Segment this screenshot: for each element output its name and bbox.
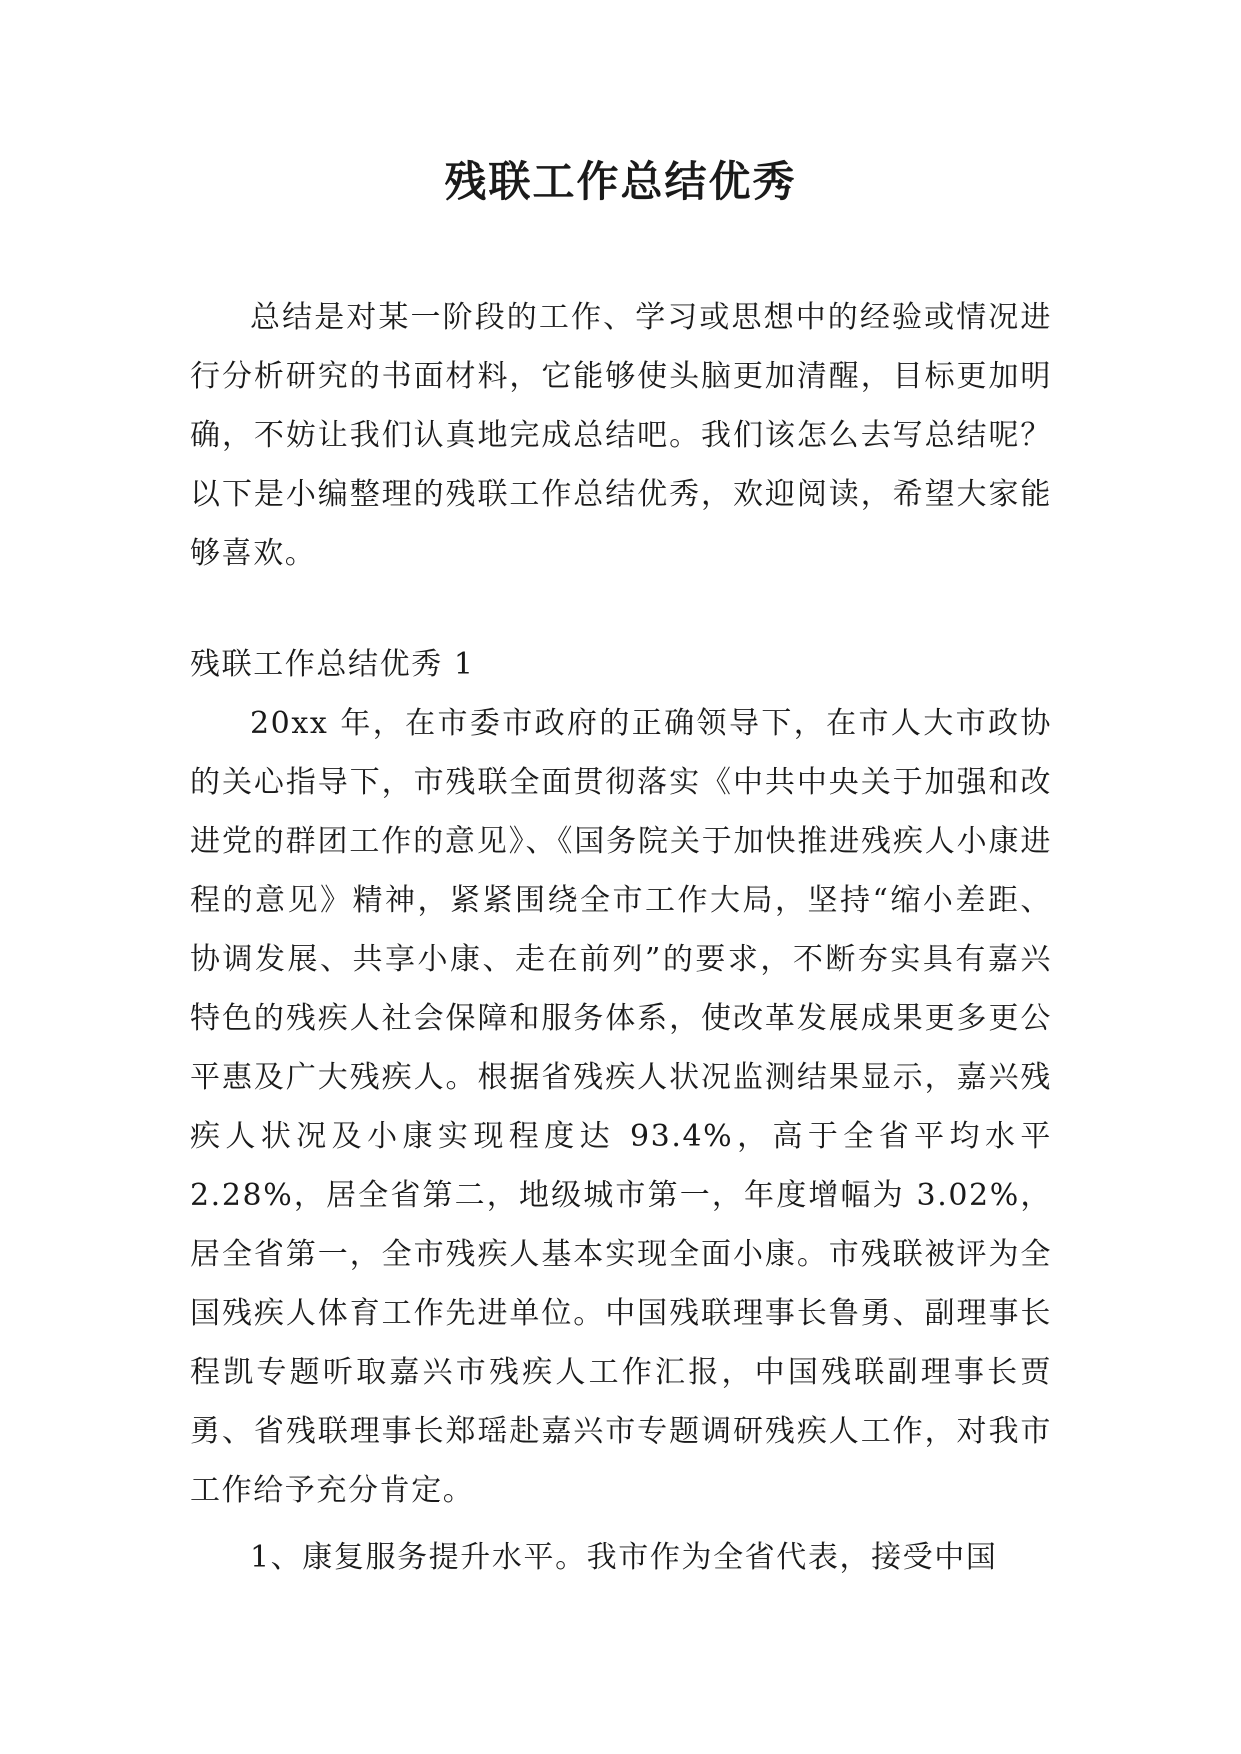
body-paragraph: 20xx 年，在市委市政府的正确领导下，在市人大市政协的关心指导下，市残联全面贯彻落实《中共中央关于加强和改进党的群团工作的意见》、《国务院关于加快推进残疾人小康进程的意见》精神，紧紧围绕全市工作大局，坚持“缩小差距、协调发展、共享小康、走在前列”的要求，不断夯实具有嘉兴特色的残疾人社会保障和服务体系，使改革发展成果更多更公平惠及广大残疾人。根据省残疾人状况监测结果显示，嘉兴残疾人状况及小康实现程度达 93.4%，高于全省平均水平 2.28%，居全省第二，地级城市第一，年度增幅为 3.02%，居全省第一，全市残疾人基本实现全面小康。市残联被评为全国残疾人体育工作先进单位。中国残联理事长鲁勇、副理事长程凯专题听取嘉兴市残疾人工作汇报，中国残联副理事长贾勇、省残联理事长郑瑶赴嘉兴市专题调研残疾人工作，对我市工作给予充分肯定。: [190, 706, 1052, 1508]
section-heading: 残联工作总结优秀 1: [190, 647, 475, 682]
document-title: 残联工作总结优秀: [444, 157, 797, 206]
body-paragraph: 1、康复服务提升水平。我市作为全省代表，接受中国: [250, 1540, 998, 1575]
document-body: [190, 288, 1052, 1587]
paragraph-gap: [190, 1520, 1052, 1528]
intro-paragraph: 总结是对某一阶段的工作、学习或思想中的经验或情况进行分析研究的书面材料，它能够使头脑更加清醒，目标更加明确，不妨让我们认真地完成总结吧。我们该怎么去写总结呢？以下是小编整理的残联工作总结优秀，欢迎阅读，希望大家能够喜欢。: [190, 300, 1052, 571]
